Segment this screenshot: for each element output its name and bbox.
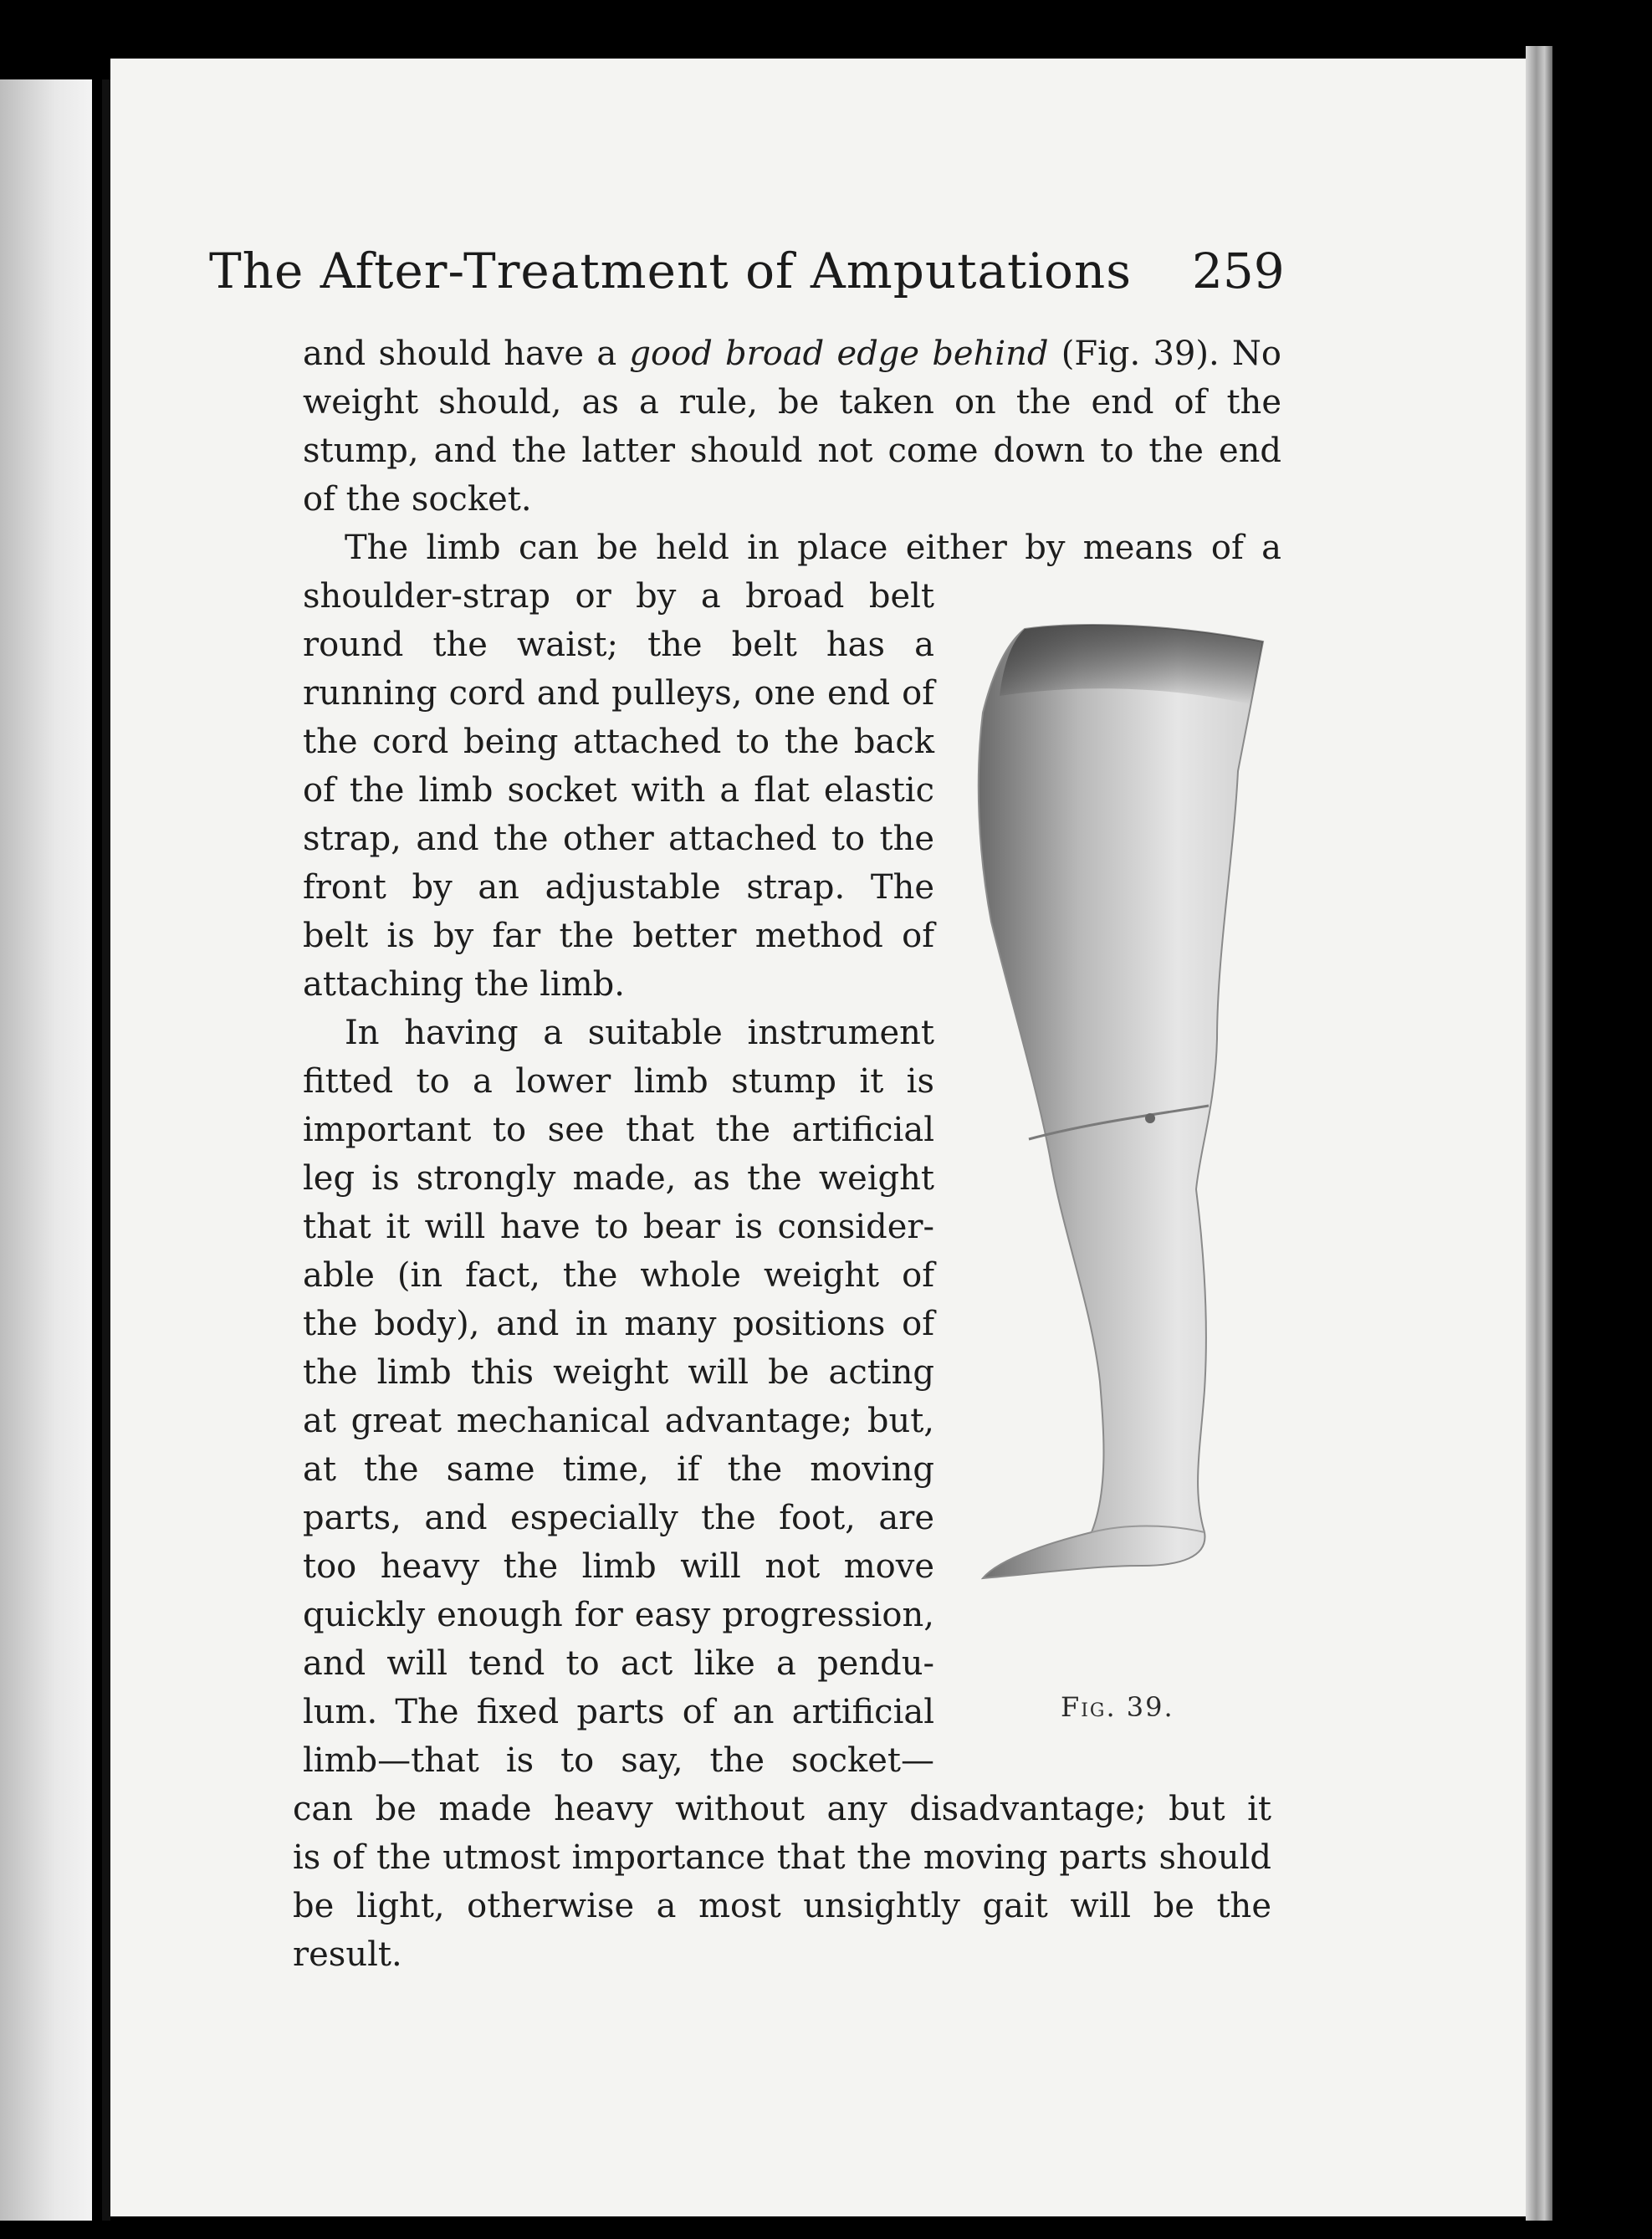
text-line: at great mechanical advantage; but, — [303, 1402, 934, 1440]
text-run: and should have a — [303, 335, 630, 373]
figure-caption: Fig. 39. — [1061, 1691, 1174, 1723]
text-line: that it will have to bear is consider- — [303, 1208, 934, 1246]
text-line: The limb can be held in place either by means of a — [345, 529, 1281, 567]
facing-page-edge — [0, 79, 92, 2221]
text-line: front by an adjustable strap. The — [303, 868, 934, 907]
text-line: be light, otherwise a most unsightly gait will be the — [293, 1887, 1271, 1925]
text-line: stump, and the latter should not come down to the end — [303, 432, 1281, 470]
page-fore-edge — [1526, 46, 1552, 2221]
leg-socket — [979, 625, 1263, 1578]
text-line: the limb this weight will be acting — [303, 1353, 934, 1392]
text-line: round the waist; the belt has a — [303, 626, 934, 664]
text-line: In having a suitable instrument — [345, 1014, 934, 1052]
text-line: result. — [293, 1935, 402, 1974]
text-line: of the limb socket with a flat elastic — [303, 771, 934, 810]
text-run: (Fig. 39). No — [1048, 335, 1281, 373]
text-line: lum. The fixed parts of an artificial — [303, 1693, 934, 1731]
text-line: parts, and especially the foot, are — [303, 1499, 934, 1537]
text-line — [303, 335, 1281, 373]
page-number: 259 — [1192, 243, 1285, 299]
text-line: attaching the limb. — [303, 965, 625, 1004]
text-line: limb—that is to say, the socket— — [303, 1741, 934, 1780]
text-line: able (in fact, the whole weight of — [303, 1256, 934, 1295]
text-line: the cord being attached to the back — [303, 723, 934, 761]
text-line: the body), and in many positions of — [303, 1305, 934, 1343]
text-line: and will tend to act like a pendu- — [303, 1644, 934, 1683]
artificial-leg-illustration — [966, 604, 1271, 1649]
text-line: important to see that the artificial — [303, 1111, 934, 1149]
text-line: fitted to a lower limb stump it is — [303, 1062, 934, 1101]
italic-emphasis: good broad edge behind — [629, 335, 1049, 373]
text-line: strap, and the other attached to the — [303, 820, 934, 858]
text-line: at the same time, if the moving — [303, 1450, 934, 1489]
text-line: weight should, as a rule, be taken on the end of the — [303, 383, 1281, 422]
running-head: The After-Treatment of Amputations — [209, 243, 1133, 299]
text-line: leg is strongly made, as the weight — [303, 1159, 934, 1198]
text-line: shoulder-strap or by a broad belt — [303, 577, 934, 616]
text-line: too heavy the limb will not move — [303, 1547, 934, 1586]
text-line: is of the utmost importance that the moving parts should — [293, 1838, 1271, 1877]
gutter — [102, 79, 110, 2221]
text-line: of the socket. — [303, 480, 532, 519]
text-line: quickly enough for easy progression, — [303, 1596, 934, 1634]
text-line: running cord and pulleys, one end of — [303, 674, 934, 713]
text-line: belt is by far the better method of — [303, 917, 934, 955]
text-line: can be made heavy without any disadvantage; but it — [293, 1790, 1271, 1828]
